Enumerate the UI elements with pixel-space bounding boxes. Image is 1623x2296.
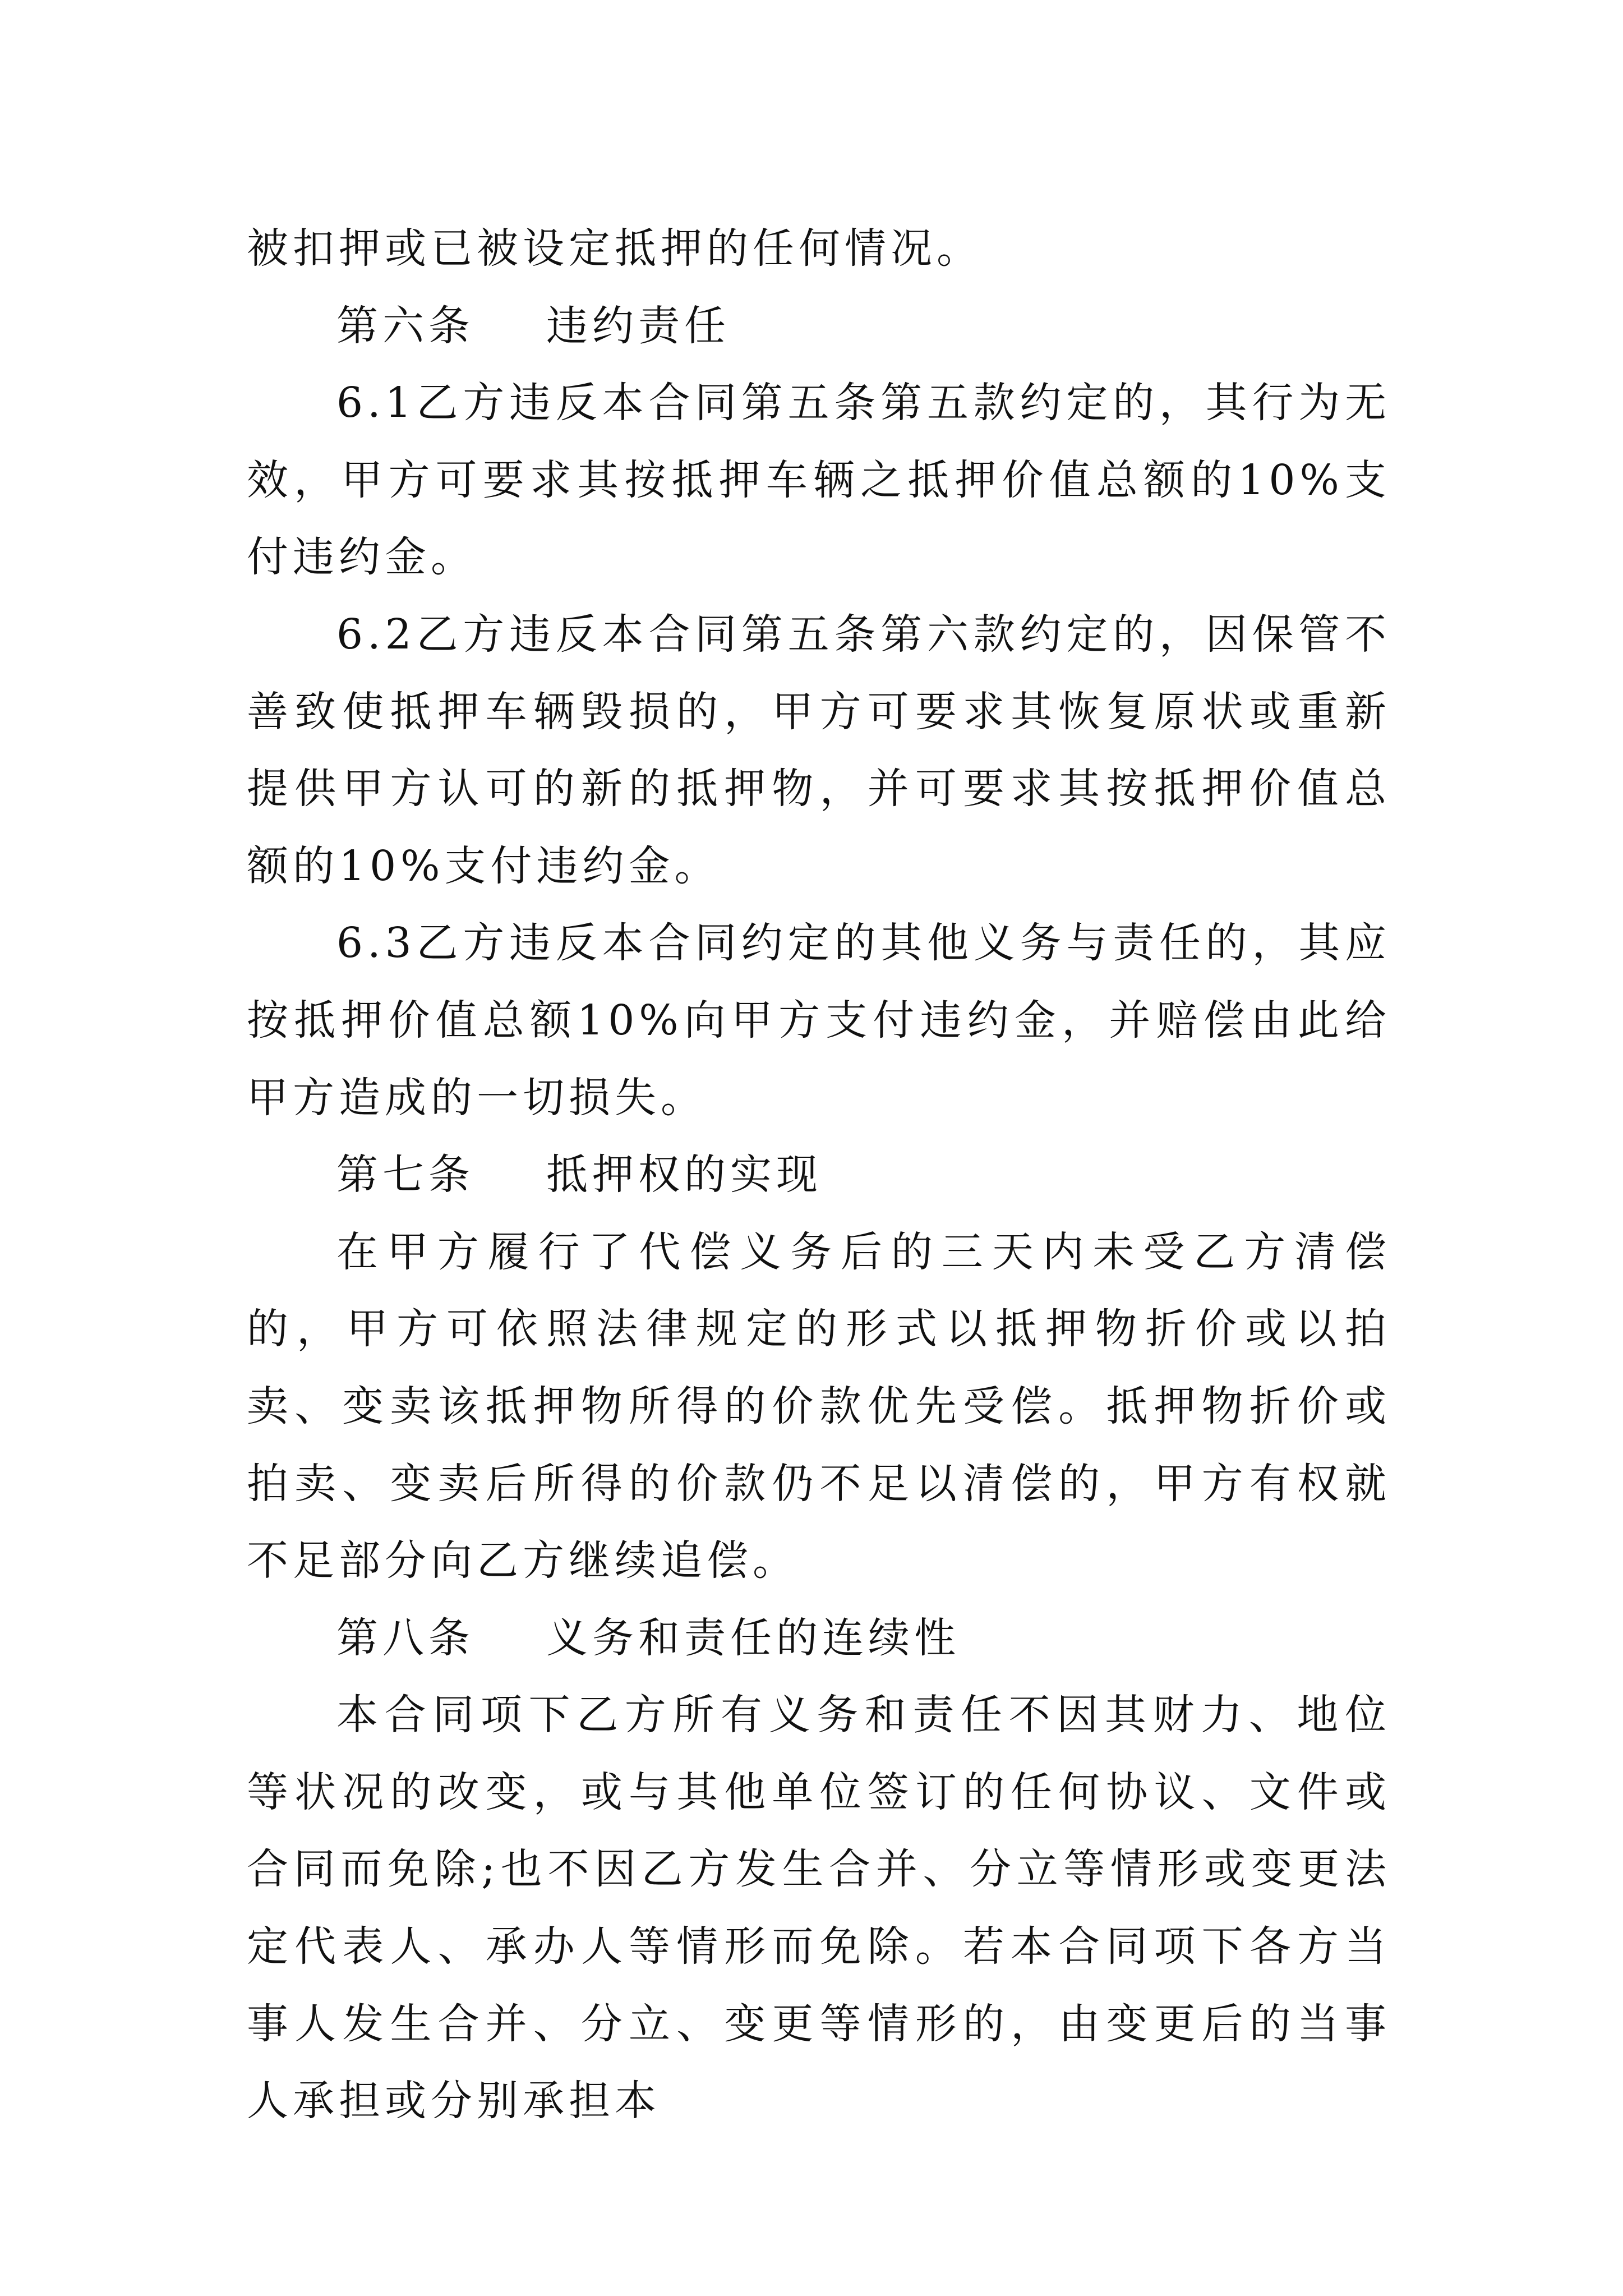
clause-6-1: 6.1乙方违反本合同第五条第五款约定的，其行为无效，甲方可要求其按抵押车辆之抵押价值总额的10%支付违约金。 xyxy=(247,379,1391,582)
article-number: 第六条 xyxy=(336,301,474,350)
article-7-heading xyxy=(247,1137,1391,1214)
article-7-body: 在甲方履行了代偿义务后的三天内未受乙方清偿的，甲方可依照法律规定的形式以抵押物折价或以拍卖、变卖该抵押物所得的价款优先受偿。抵押物折价或拍卖、变卖后所得的价款仍不足以清偿的，甲方有权就不足部分向乙方继续追偿。 xyxy=(247,1227,1391,1585)
article-title: 违约责任 xyxy=(546,301,730,350)
clause-6-3: 6.3乙方违反本合同约定的其他义务与责任的，其应按抵押价值总额10%向甲方支付违约金，并赔偿由此给甲方造成的一切损失。 xyxy=(247,919,1391,1122)
article-number: 第七条 xyxy=(336,1151,474,1199)
article-8-heading xyxy=(247,1600,1391,1677)
paragraph-continuation: 被扣押或已被设定抵押的任何情况。 xyxy=(247,224,983,273)
article-8-body: 本合同项下乙方所有义务和责任不因其财力、地位等状况的改变，或与其他单位签订的任何协议、文件或合同而免除;也不因乙方发生合并、分立等情形或变更法定代表人、承办人等情形而免除。若本合同项下各方当事人发生合并、分立、变更等情形的，由变更后的当事人承担或分别承担本 xyxy=(247,1691,1391,2125)
clause-6-2: 6.2乙方违反本合同第五条第六款约定的，因保管不善致使抵押车辆毁损的，甲方可要求其恢复原状或重新提供甲方认可的新的抵押物，并可要求其按抵押价值总额的10%支付违约金。 xyxy=(247,610,1391,890)
article-title: 抵押权的实现 xyxy=(546,1151,822,1199)
document-body xyxy=(247,210,1391,2140)
article-6-heading xyxy=(247,288,1391,365)
article-title: 义务和责任的连续性 xyxy=(546,1613,960,1662)
article-number: 第八条 xyxy=(336,1613,474,1662)
